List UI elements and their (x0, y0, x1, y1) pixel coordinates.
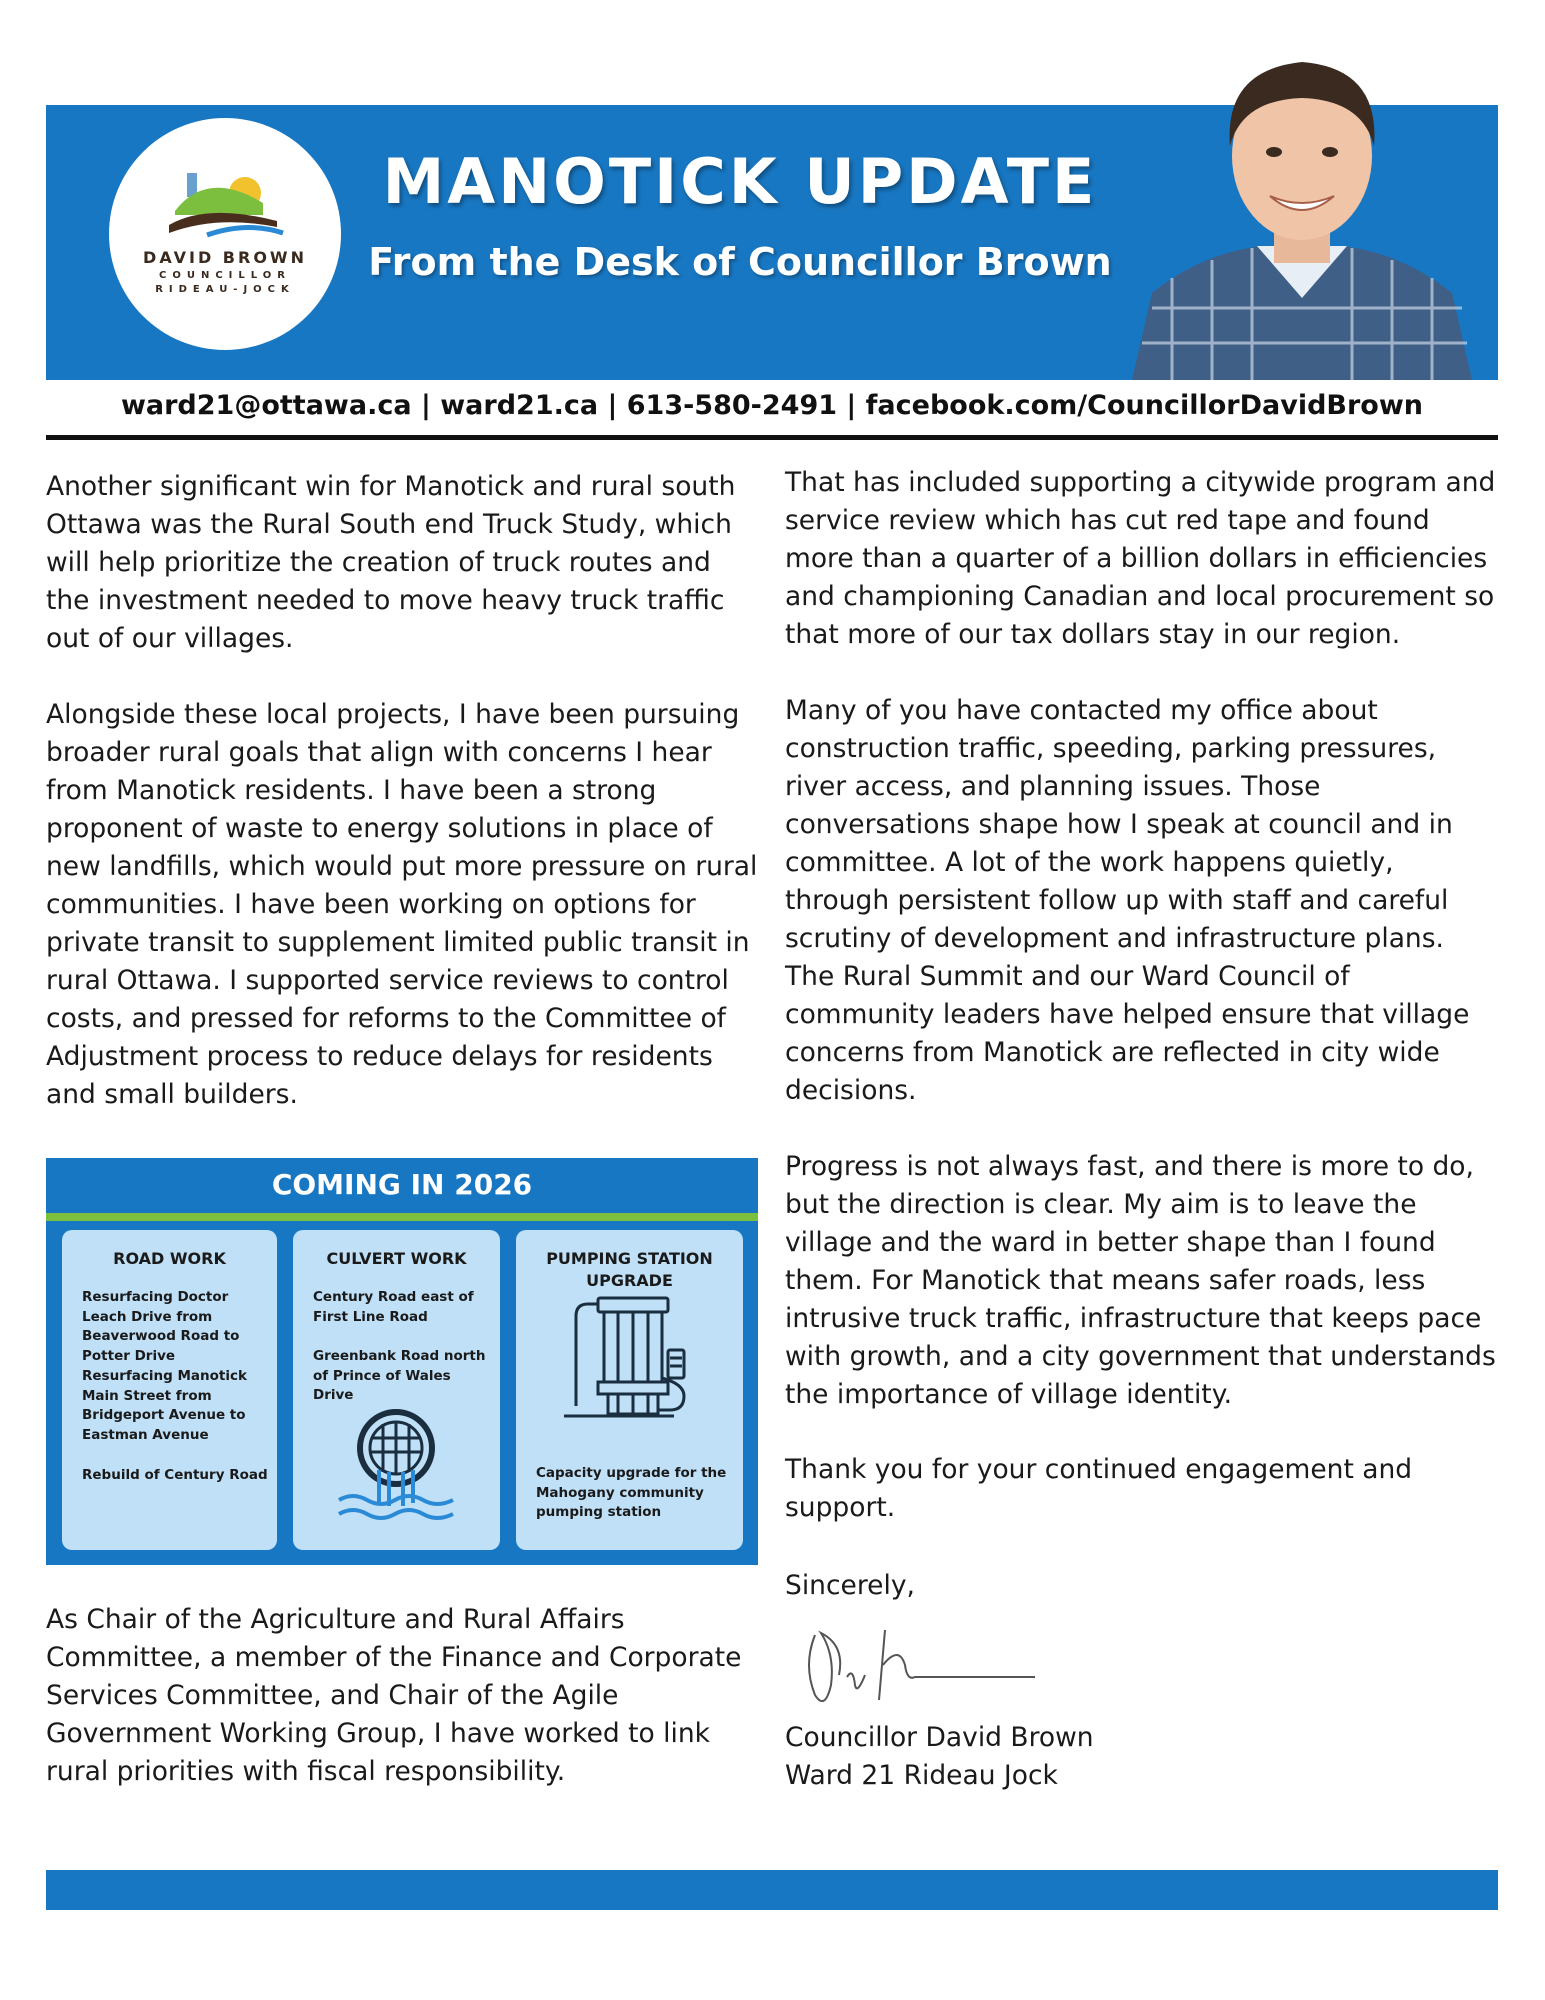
councillor-logo (109, 118, 341, 350)
culvert-work-item-2: Greenbank Road north of Prince of Wales Drive (313, 1348, 486, 1403)
left-paragraph-2: Alongside these local projects, I have been pursuing broader rural goals that align with concerns I hear from Manotick residents. I have been a strong proponent of waste to energy solutions in place of new landfills, which would put more pressure on rural communities. I have been working on options for private transit to supplement limited public transit in rural Ottawa. I supported service reviews to control costs, and pressed for reforms to the Committee of Adjustment process to reduce delays for residents and small builders. (46, 699, 758, 1110)
panel-stripe (46, 1213, 758, 1221)
culvert-icon (331, 1408, 461, 1528)
pumping-station-item-1: Capacity upgrade for the Mahogany community pumping station (536, 1465, 727, 1520)
logo-ward: RIDEAU-JOCK (155, 284, 295, 295)
culvert-work-card (293, 1230, 500, 1550)
footer-bar (46, 1870, 1498, 1910)
pumping-station-card (516, 1230, 743, 1550)
pump-icon (554, 1296, 704, 1426)
councillor-portrait (1112, 48, 1492, 380)
landscape-logo-icon (167, 163, 287, 243)
signature-image (795, 1615, 1045, 1715)
signer-ward: Ward 21 Rideau Jock (785, 1760, 1058, 1791)
closing-line: Sincerely, (785, 1570, 915, 1601)
road-work-card (62, 1230, 277, 1550)
right-paragraph-1: That has included supporting a citywide program and service review which has cut red tape and found more than a quarter of a billion dollars in efficiencies and championing Canadian and local procurement so that more of our tax dollars stay in our region. (785, 467, 1496, 650)
left-paragraph-1: Another significant win for Manotick and rural south Ottawa was the Rural South end Truck Study, which will help prioritize the creation of truck routes and the investment needed to move heavy truck traffic out of our villages. (46, 471, 736, 654)
panel-title: COMING IN 2026 (271, 1168, 533, 1201)
road-work-item-2: Resurfacing Manotick Main Street from Bridgeport Avenue to Eastman Avenue (82, 1368, 247, 1443)
coming-2026-panel (46, 1158, 758, 1565)
logo-name: DAVID BROWN (143, 248, 307, 267)
header-divider (46, 435, 1498, 440)
road-work-heading: ROAD WORK (113, 1249, 226, 1268)
culvert-work-heading: CULVERT WORK (326, 1249, 467, 1268)
left-paragraph-3: As Chair of the Agriculture and Rural Affairs Committee, a member of the Finance and Corporate Services Committee, and Chair of the Agile Government Working Group, I have worked to link rural priorities with fiscal responsibility. (46, 1604, 742, 1787)
right-paragraph-4: Thank you for your continued engagement and support. (785, 1454, 1413, 1523)
culvert-work-item-1: Century Road east of First Line Road (313, 1289, 474, 1325)
signer-name: Councillor David Brown (785, 1722, 1094, 1753)
right-paragraph-2: Many of you have contacted my office about construction traffic, speeding, parking pressures, river access, and planning issues. Those conversations shape how I speak at council and in committee. A lot of the work happens quietly, through persistent follow up with staff and careful scrutiny of development and infrastructure plans. The Rural Summit and our Ward Council of community leaders have helped ensure that village concerns from Manotick are reflected in city wide decisions. (785, 695, 1470, 1106)
road-work-item-1: Resurfacing Doctor Leach Drive from Beaverwood Road to Potter Drive (82, 1289, 240, 1364)
right-paragraph-3: Progress is not always fast, and there is more to do, but the direction is clear. My aim is to leave the village and the ward in better shape than I found them. For Manotick that means safer roads, less intrusive truck traffic, infrastructure that keeps pace with growth, and a city government that understands the importance of village identity. (785, 1151, 1496, 1410)
page-title: MANOTICK UPDATE (382, 145, 1098, 218)
logo-role: COUNCILLOR (159, 270, 291, 281)
contact-line: ward21@ottawa.ca | ward21.ca | 613-580-2491 | facebook.com/CouncillorDavidBrown (120, 390, 1424, 421)
page-subtitle: From the Desk of Councillor Brown (368, 240, 1112, 284)
pumping-station-heading: PUMPING STATION UPGRADE (546, 1249, 713, 1290)
road-work-item-3: Rebuild of Century Road (82, 1467, 268, 1483)
